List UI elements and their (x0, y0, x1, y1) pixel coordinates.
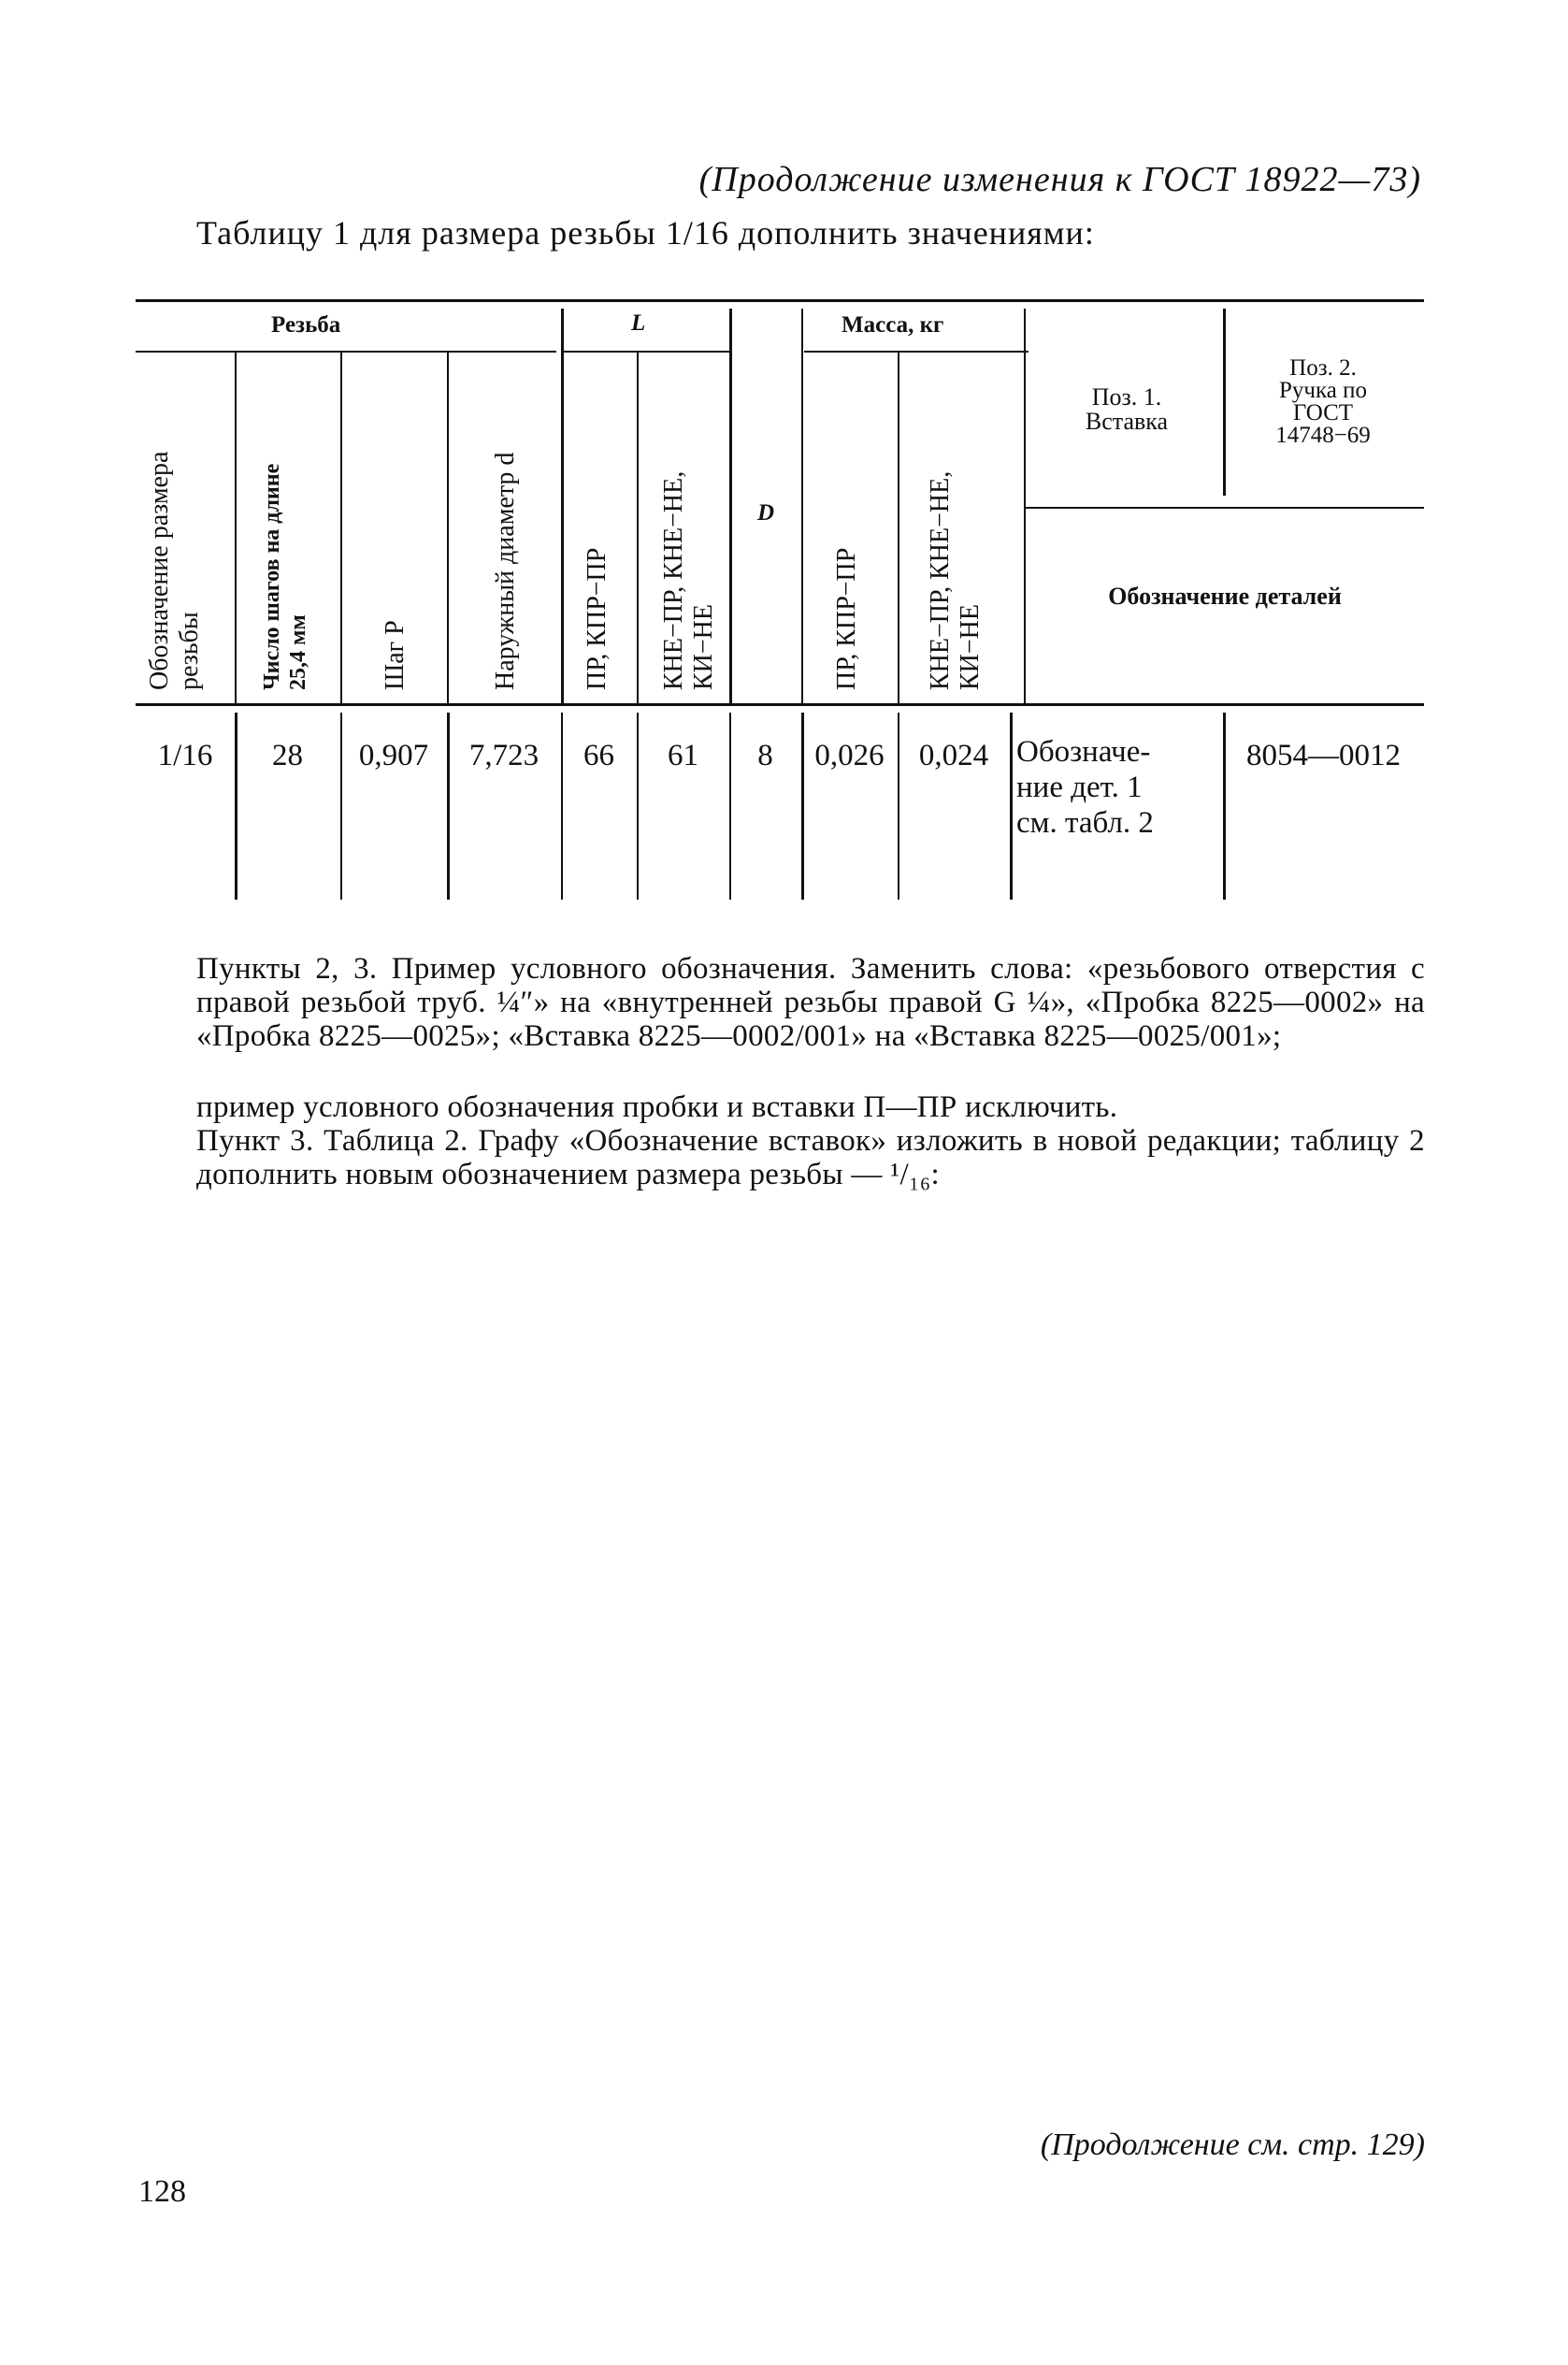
paragraph-isklyuchit: пример условного обозначения пробки и вставки П—ПР исключить. (196, 1090, 1118, 1124)
col-L-kne: КНЕ−ПР, КНЕ−НЕ, КИ−НЕ (659, 470, 718, 690)
col-poz2: Поз. 2. Ручка по ГОСТ 14748−69 (1275, 355, 1371, 448)
col-shag: Шаг P (381, 620, 410, 690)
col-m-kne: КНЕ−ПР, КНЕ−НЕ, КИ−НЕ (926, 470, 985, 690)
cell-D: 8 (757, 739, 773, 772)
cell-m-kne: 0,024 (918, 739, 989, 772)
cell-diametr: 7,723 (468, 739, 539, 772)
cell-m-pr: 0,026 (814, 739, 885, 772)
cell-razmer: 1/16 (157, 739, 213, 772)
col-chislo-shagov: Число шагов на длине 25,4 мм (260, 463, 310, 690)
intro-text: Таблицу 1 для размера резьбы 1/16 дополнить значениями: (196, 214, 1095, 252)
cell-poz1: Обозначе- ние дет. 1 см. табл. 2 (1016, 735, 1154, 840)
col-oboznachenie: Обозначение размера резьбы (145, 451, 204, 690)
col-L-pr: ПР, КПР−ПР (583, 547, 611, 690)
paragraph-punkt-3: Пункт 3. Таблица 2. Графу «Обозначение вставок» изложить в новой редакции; таблицу 2 дополнить новым обозначением размера резьбы — ¹/₁₆: (196, 1124, 1425, 1191)
cell-L-kne: 61 (668, 739, 698, 772)
cell-L-pr: 66 (583, 739, 614, 772)
col-diametr: Наружный диаметр d (491, 452, 520, 690)
group-rezba: Резьба (271, 312, 341, 338)
col-D: D (757, 500, 775, 526)
col-oboznachenie-detaley: Обозначение деталей (1108, 583, 1342, 610)
group-L: L (631, 310, 646, 336)
continuation-footer: (Продолжение см. стр. 129) (1040, 2127, 1425, 2162)
page-number: 128 (138, 2174, 186, 2209)
cell-chislo: 28 (272, 739, 303, 772)
col-poz1: Поз. 1. Вставка (1085, 383, 1169, 435)
group-massa: Масса, кг (842, 312, 944, 338)
continuation-header: (Продолжение изменения к ГОСТ 18922—73) (698, 160, 1421, 199)
cell-poz2: 8054—0012 (1246, 739, 1401, 772)
paragraph-punkty-2-3: Пункты 2, 3. Пример условного обозначения. Заменить слова: «резьбового отверстия с правой резьбой труб. ¼″» на «внутренней резьбы правой G ¼», «Пробка 8225—0002» на «Пробка 8225—0025»; «Вставка 8225—0002/001» на «Вставка 8225—0025/001»; (196, 952, 1425, 1053)
col-m-pr: ПР, КПР−ПР (832, 547, 861, 690)
cell-shag: 0,907 (358, 739, 429, 772)
spec-table (136, 299, 1424, 907)
